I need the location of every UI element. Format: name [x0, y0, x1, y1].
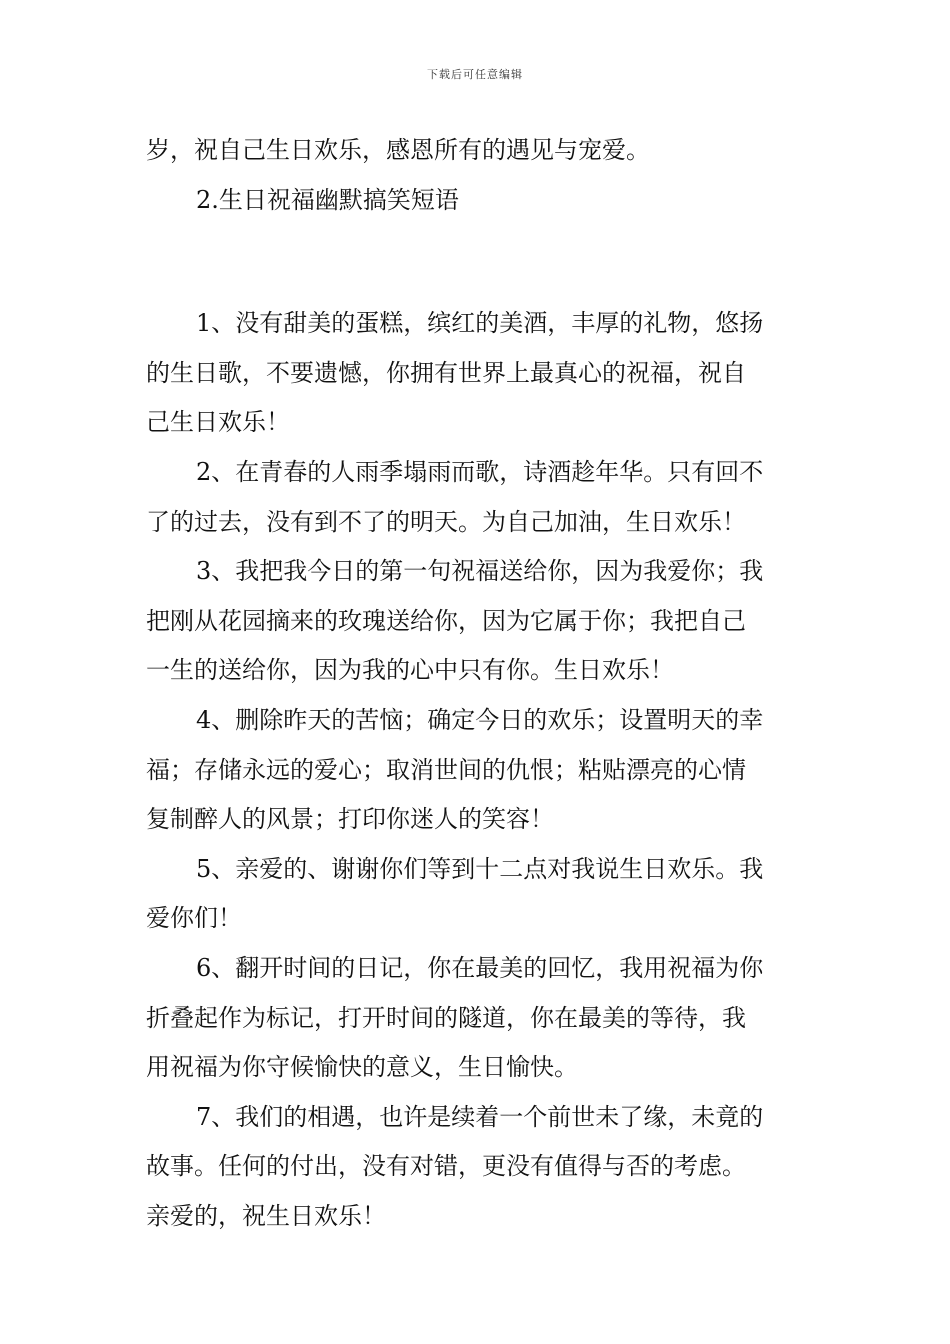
item-line: 故事。任何的付出，没有对错，更没有值得与否的考虑。: [146, 1152, 746, 1181]
item-line: 的生日歌，不要遗憾，你拥有世界上最真心的祝福，祝自: [146, 358, 746, 387]
item-line: 折叠起作为标记，打开时间的隧道，你在最美的等待，我: [146, 1003, 746, 1032]
item-line: 了的过去，没有到不了的明天。为自己加油，生日欢乐！: [146, 507, 746, 536]
section-heading: 2.生日祝福幽默搞笑短语: [196, 185, 459, 214]
item-line: 一生的送给你，因为我的心中只有你。生日欢乐！: [146, 656, 674, 685]
list-item: [146, 547, 806, 696]
list-item: [146, 696, 806, 845]
document-body: [146, 126, 806, 1241]
item-line: 己生日欢乐！: [146, 408, 290, 437]
list-item: [146, 944, 806, 1093]
item-line: 5、亲爱的、谢谢你们等到十二点对我说生日欢乐。我: [196, 854, 764, 883]
item-line: 亲爱的，祝生日欢乐！: [146, 1201, 386, 1230]
list-item: [146, 299, 806, 448]
item-line: 把刚从花园摘来的玫瑰送给你，因为它属于你；我把自己: [146, 606, 746, 635]
item-line: 2、在青春的人雨季塌雨而歌，诗酒趁年华。只有回不: [196, 457, 764, 486]
list-item: [146, 845, 806, 944]
item-line: 爱你们！: [146, 904, 242, 933]
header-note: 下载后可任意编辑: [427, 68, 523, 81]
item-line: 3、我把我今日的第一句祝福送给你，因为我爱你；我: [196, 557, 764, 586]
item-line: 用祝福为你守候愉快的意义，生日愉快。: [146, 1053, 578, 1082]
list-item: [146, 448, 806, 547]
item-line: 1、没有甜美的蛋糕，缤红的美酒，丰厚的礼物，悠扬: [196, 309, 764, 338]
item-line: 6、翻开时间的日记，你在最美的回忆，我用祝福为你: [196, 953, 764, 982]
item-line: 4、删除昨天的苦恼；确定今日的欢乐；设置明天的幸: [196, 705, 764, 734]
item-line: 复制醉人的风景；打印你迷人的笑容！: [146, 805, 554, 834]
continued-line: 岁，祝自己生日欢乐，感恩所有的遇见与宠爱。: [146, 136, 650, 164]
item-line: 7、我们的相遇，也许是续着一个前世未了缘，未竟的: [196, 1102, 764, 1131]
item-line: 福；存储永远的爱心；取消世间的仇恨；粘贴漂亮的心情: [146, 755, 746, 784]
list-item: [146, 1093, 806, 1242]
